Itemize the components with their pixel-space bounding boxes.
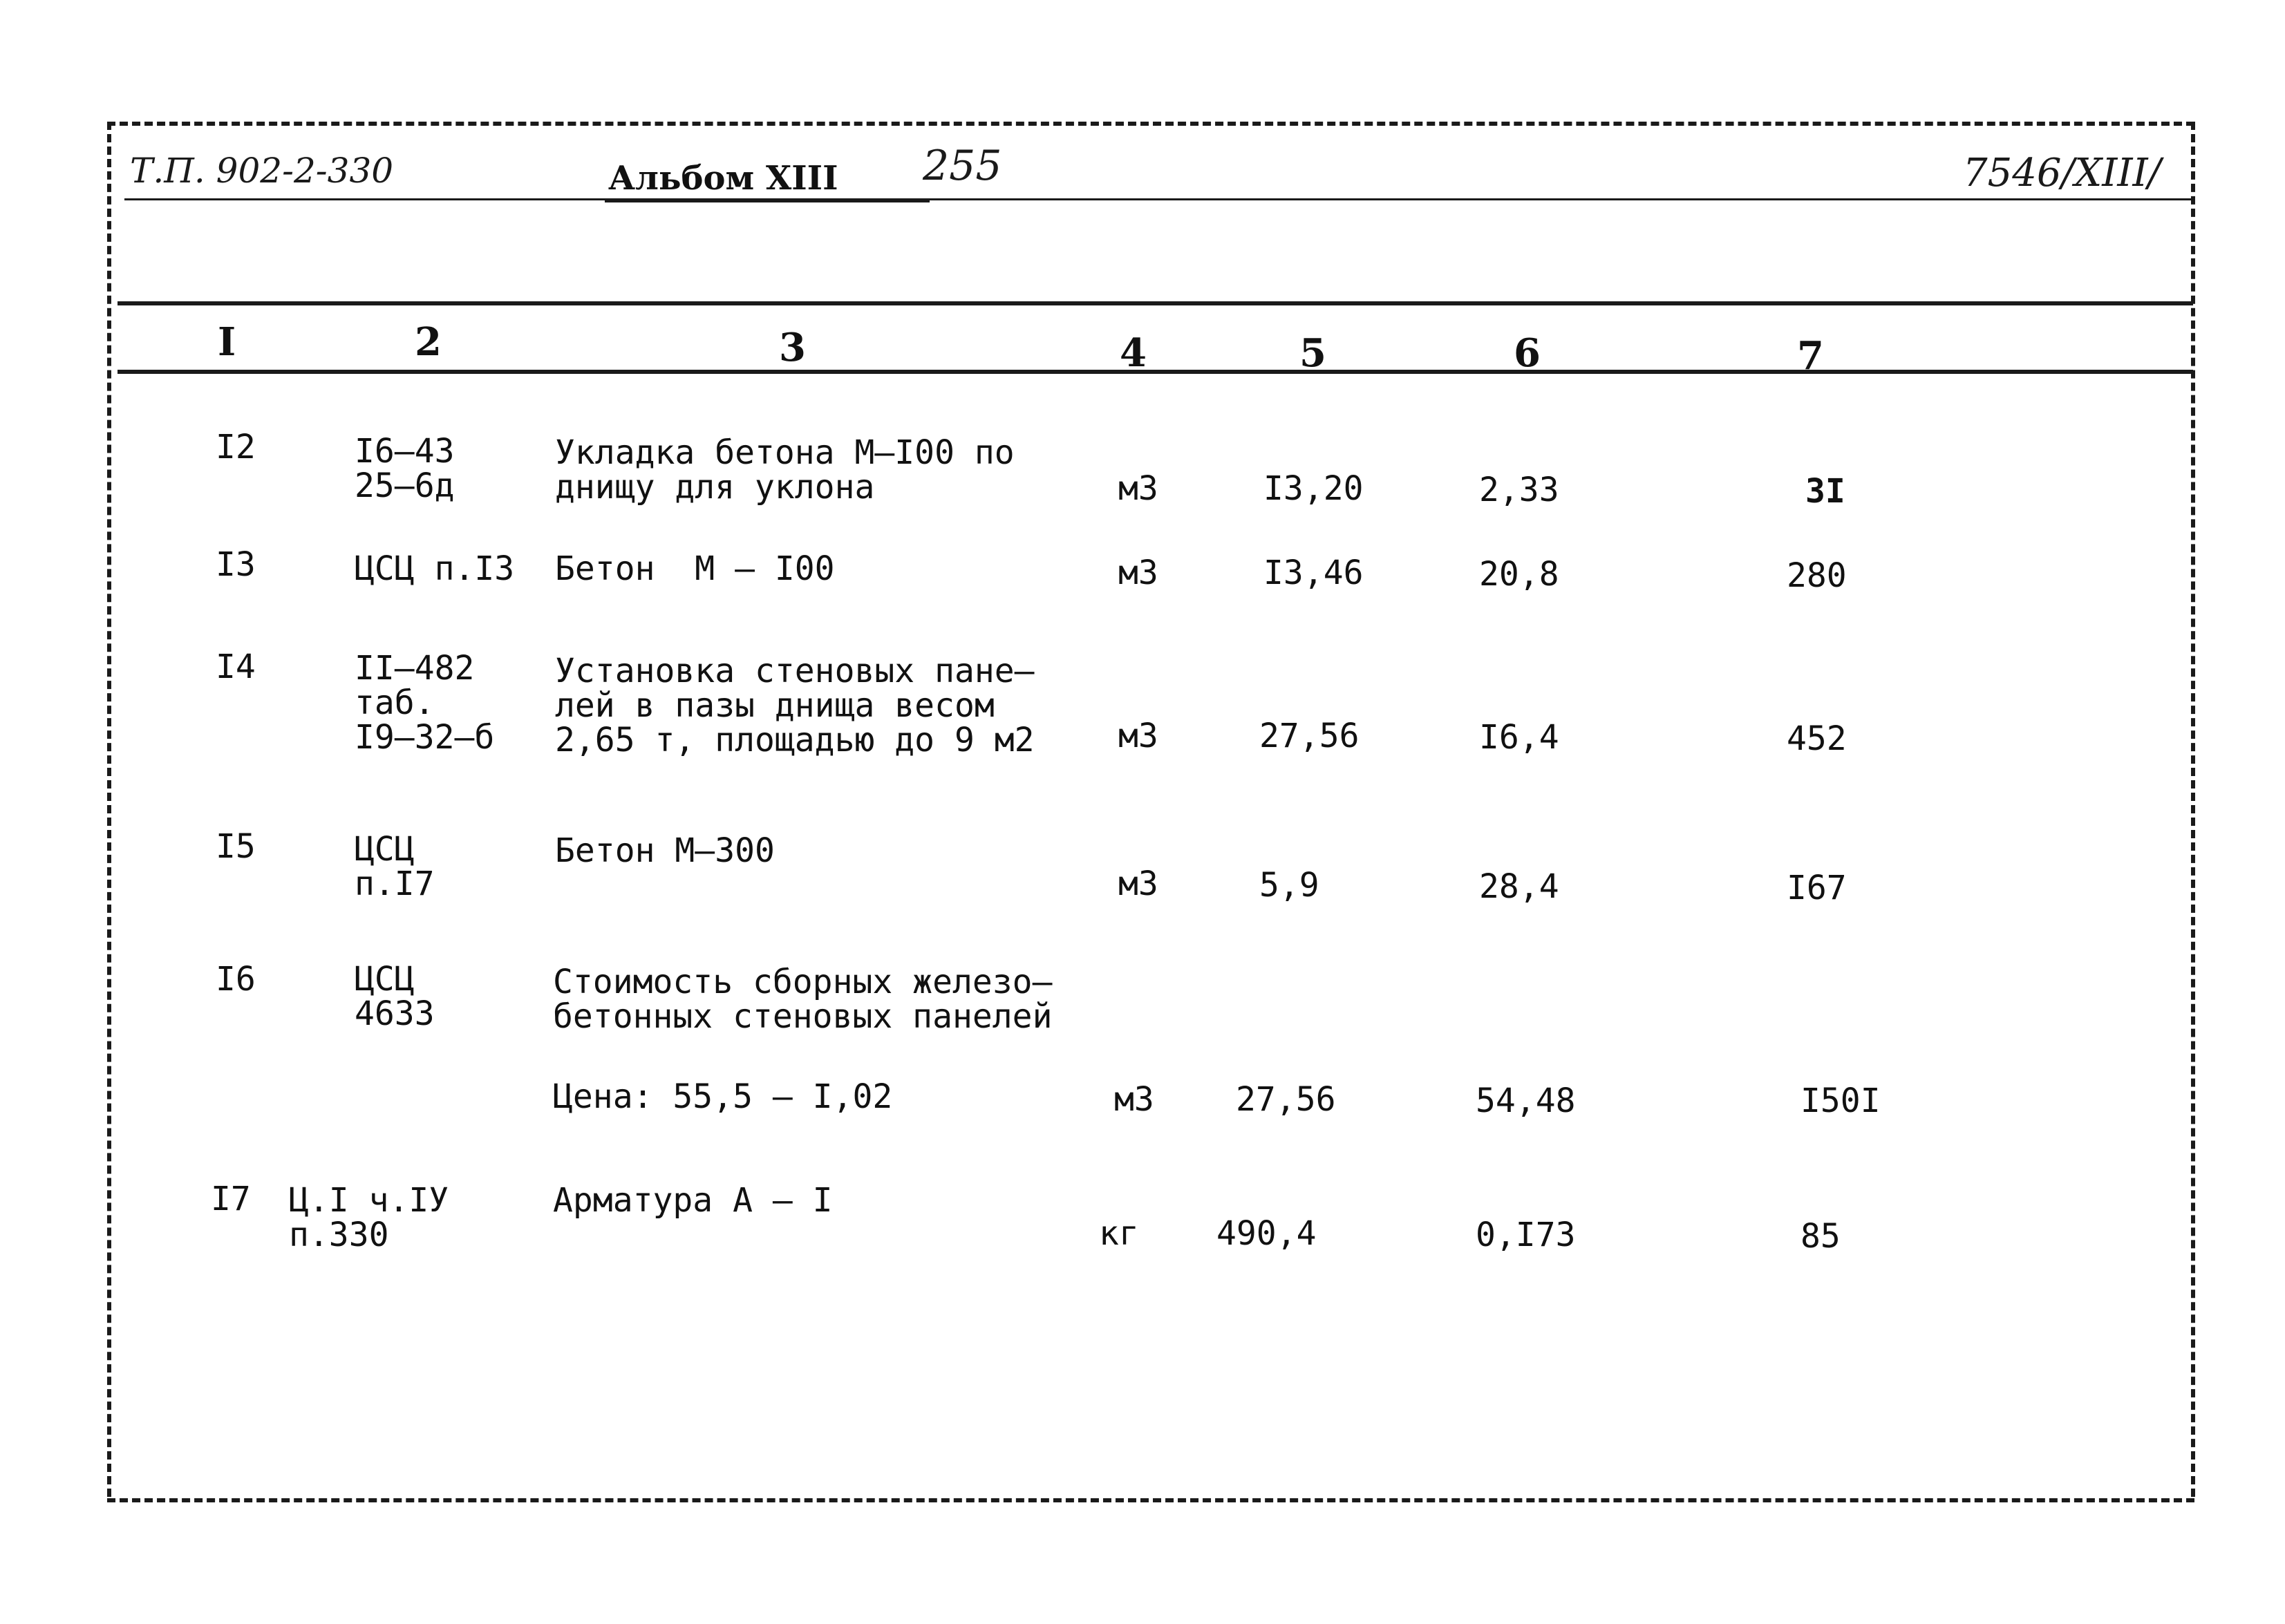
row-14-total: 452 bbox=[1787, 719, 1847, 758]
row-14-qty: 27,56 bbox=[1259, 717, 1360, 755]
row-12-desc: Укладка бетона М–I00 по днищу для уклона bbox=[555, 433, 1015, 507]
column-header-3: 3 bbox=[779, 325, 806, 370]
row-13-qty: I3,46 bbox=[1263, 554, 1364, 592]
row-14-code: II–482 таб. I9–32–б bbox=[355, 649, 495, 757]
row-17-price: 0,I73 bbox=[1476, 1216, 1576, 1254]
column-header-6: 6 bbox=[1514, 330, 1541, 376]
row-17-qty: 490,4 bbox=[1216, 1214, 1317, 1253]
row-13-total: 280 bbox=[1787, 556, 1847, 595]
row-17-desc: Арматура А – I bbox=[553, 1181, 833, 1220]
row-14-unit: м3 bbox=[1118, 717, 1158, 755]
row-12-qty: I3,20 bbox=[1263, 469, 1364, 508]
row-16-desc: Стоимость сборных железо– бетонных стеновых панелей bbox=[553, 963, 1053, 1036]
inventory-number: 7546/XIII/ bbox=[1963, 151, 2161, 196]
row-16-price-desc: Цена: 55,5 – I,02 bbox=[553, 1077, 893, 1116]
row-15-price: 28,4 bbox=[1479, 867, 1559, 906]
row-12-total: 3I bbox=[1805, 472, 1845, 511]
row-13-desc: Бетон М – I00 bbox=[555, 549, 835, 588]
row-14-price: I6,4 bbox=[1479, 718, 1559, 757]
frame-top-border bbox=[107, 122, 2194, 126]
row-15-unit: м3 bbox=[1118, 865, 1158, 903]
row-16-total: I50I bbox=[1800, 1082, 1881, 1120]
column-header-7: 7 bbox=[1797, 333, 1824, 379]
row-15-total: I67 bbox=[1787, 869, 1847, 907]
row-12-unit: м3 bbox=[1118, 469, 1158, 508]
row-14-num: I4 bbox=[216, 648, 256, 686]
row-17-unit: кг bbox=[1099, 1214, 1139, 1253]
column-header-4: 4 bbox=[1120, 330, 1147, 376]
row-15-num: I5 bbox=[216, 827, 256, 866]
frame-right-border bbox=[2191, 122, 2195, 1497]
row-12-price: 2,33 bbox=[1479, 471, 1559, 509]
document-ref: Т.П. 902-2-330 bbox=[130, 151, 394, 191]
column-header-5: 5 bbox=[1299, 330, 1326, 376]
row-15-qty: 5,9 bbox=[1259, 866, 1319, 905]
album-underline bbox=[605, 200, 930, 202]
row-12-num: I2 bbox=[216, 428, 256, 466]
frame-left-border bbox=[107, 122, 111, 1497]
frame-bottom-border bbox=[107, 1498, 2194, 1502]
album-label: Альбом XIII bbox=[608, 159, 838, 198]
row-16-unit: м3 bbox=[1114, 1080, 1154, 1119]
row-13-price: 20,8 bbox=[1479, 555, 1559, 594]
row-17-num: I7 bbox=[211, 1180, 251, 1218]
row-15-code: ЦСЦ п.I7 bbox=[355, 830, 435, 903]
row-12-code: I6–43 25–6д bbox=[355, 432, 455, 505]
row-17-code: Ц.I ч.IУ п.330 bbox=[289, 1181, 449, 1254]
row-13-unit: м3 bbox=[1118, 554, 1158, 592]
header-rule bbox=[124, 198, 2191, 200]
row-15-desc: Бетон М–300 bbox=[555, 831, 775, 870]
page-number: 255 bbox=[923, 142, 1002, 190]
table-top-rule bbox=[117, 301, 2193, 305]
column-header-2: 2 bbox=[415, 319, 442, 365]
row-16-price: 54,48 bbox=[1476, 1082, 1576, 1120]
row-13-code: ЦСЦ п.I3 bbox=[355, 549, 515, 588]
row-13-num: I3 bbox=[216, 545, 256, 584]
column-header-1: I bbox=[218, 319, 236, 365]
row-14-desc: Установка стеновых пане– лей в пазы днища весом 2,65 т, площадью до 9 м2 bbox=[555, 652, 1035, 759]
row-16-qty: 27,56 bbox=[1236, 1080, 1336, 1119]
row-16-num: I6 bbox=[216, 960, 256, 999]
table-header-bottom-rule bbox=[117, 370, 2193, 374]
row-17-total: 85 bbox=[1800, 1217, 1841, 1256]
row-16-code: ЦСЦ 4633 bbox=[355, 960, 435, 1033]
